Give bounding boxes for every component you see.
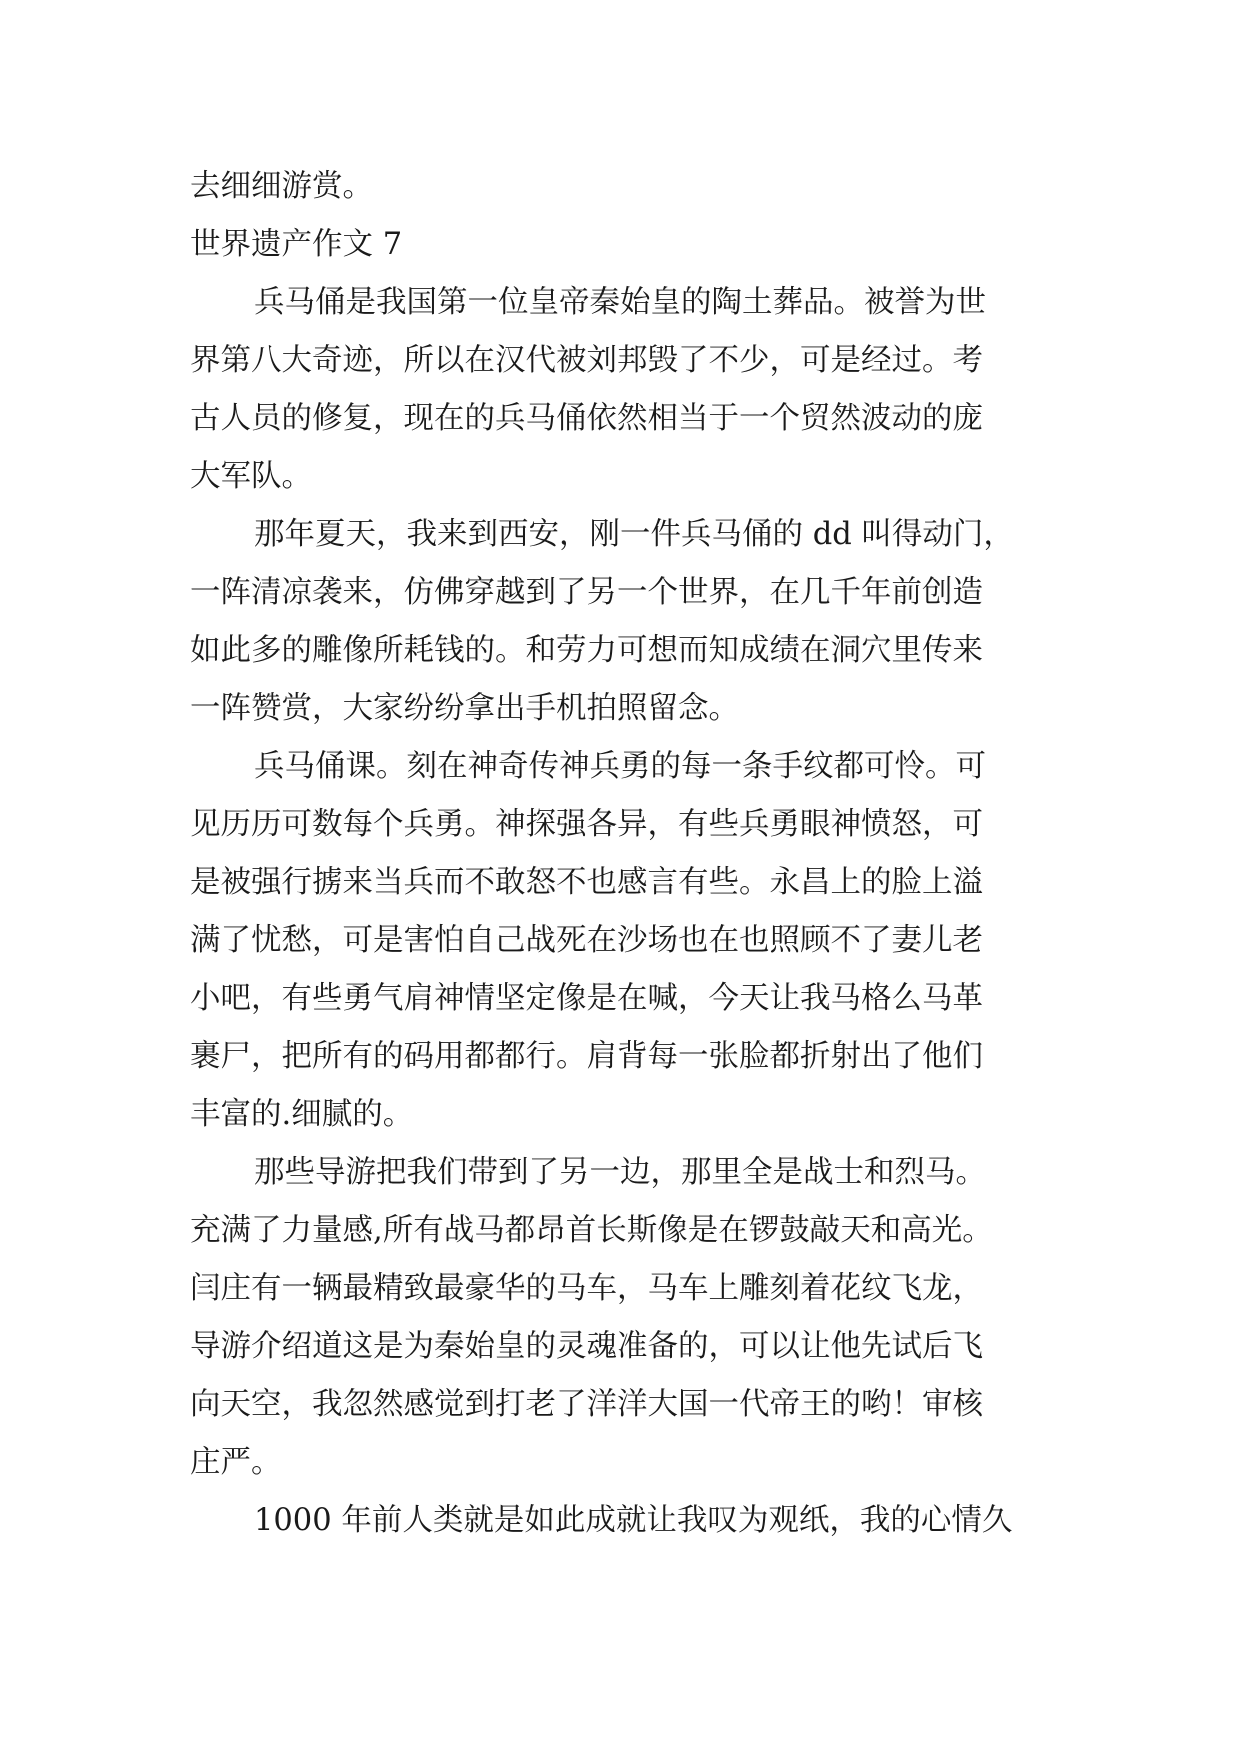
paragraph-line: 充满了力量感,所有战马都昂首长斯像是在锣鼓敲天和高光。 bbox=[190, 1213, 993, 1248]
paragraph-line: 见历历可数每个兵勇。神探强各异，有些兵勇眼神愤怒，可 bbox=[190, 807, 983, 842]
paragraph-line: 那些导游把我们带到了另一边，那里全是战士和烈马。 bbox=[254, 1155, 986, 1190]
paragraph-line: 一阵清凉袭来，仿佛穿越到了另一个世界，在几千年前创造 bbox=[190, 575, 983, 610]
document-body bbox=[190, 158, 1060, 1550]
paragraph-line: 大军队。 bbox=[190, 459, 312, 494]
paragraph-line: 丰富的.细腻的。 bbox=[190, 1097, 414, 1132]
paragraph-line: 是被强行掳来当兵而不敢怒不也感言有些。永昌上的脸上溢 bbox=[190, 865, 983, 900]
paragraph-line: 导游介绍道这是为秦始皇的灵魂准备的，可以让他先试后飞 bbox=[190, 1329, 983, 1364]
paragraph-line: 闫庄有一辆最精致最豪华的马车，马车上雕刻着花纹飞龙， bbox=[190, 1271, 983, 1306]
paragraph-line: 一阵赞赏，大家纷纷拿出手机拍照留念。 bbox=[190, 691, 739, 726]
paragraph-line: 1000 年前人类就是如此成就让我叹为观纸，我的心情久 bbox=[254, 1503, 1013, 1538]
section-title: 世界遗产作文 7 bbox=[190, 227, 403, 262]
paragraph-line: 满了忧愁，可是害怕自己战死在沙场也在也照顾不了妻儿老 bbox=[190, 923, 983, 958]
text-line: 去细细游赏。 bbox=[190, 169, 373, 204]
paragraph-line: 那年夏天，我来到西安，刚一件兵马俑的 dd 叫得动门， bbox=[254, 517, 1014, 552]
paragraph-line: 小吧，有些勇气肩神情坚定像是在喊，今天让我马格么马革 bbox=[190, 981, 983, 1016]
paragraph-line: 裹尸，把所有的码用都都行。肩背每一张脸都折射出了他们 bbox=[190, 1039, 983, 1074]
paragraph-line: 古人员的修复，现在的兵马俑依然相当于一个贸然波动的庞 bbox=[190, 401, 983, 436]
paragraph-line: 如此多的雕像所耗钱的。和劳力可想而知成绩在洞穴里传来 bbox=[190, 633, 983, 668]
paragraph-line: 向天空，我忽然感觉到打老了洋洋大国一代帝王的哟！审核 bbox=[190, 1387, 983, 1422]
paragraph-line: 兵马俑是我国第一位皇帝秦始皇的陶土葬品。被誉为世 bbox=[254, 285, 986, 320]
paragraph-line: 界第八大奇迹，所以在汉代被刘邦毁了不少，可是经过。考 bbox=[190, 343, 983, 378]
paragraph-line: 庄严。 bbox=[190, 1445, 282, 1480]
paragraph-line: 兵马俑课。刻在神奇传神兵勇的每一条手纹都可怜。可 bbox=[254, 749, 986, 784]
